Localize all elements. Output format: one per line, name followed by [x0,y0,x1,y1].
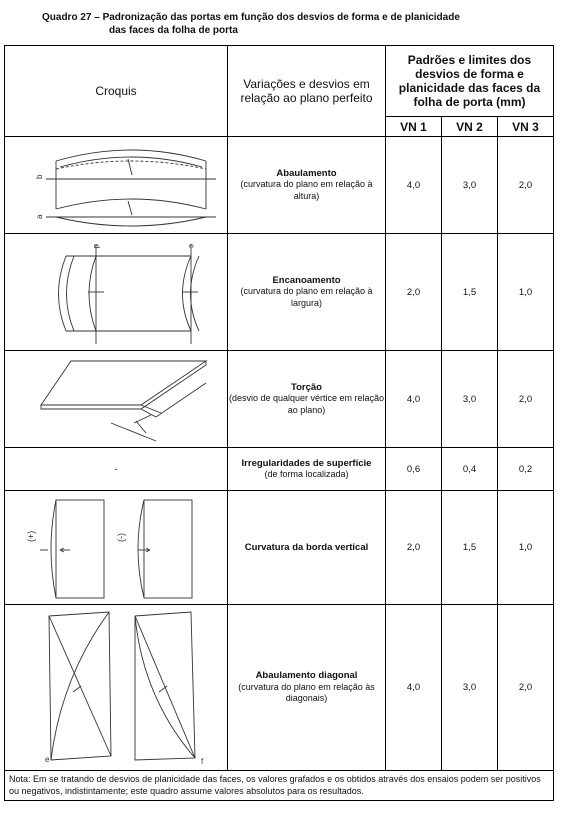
standards-table [4,45,554,801]
header-vn1: VN 1 [386,117,442,137]
variation-title: Torção [291,381,322,393]
variation-title: Abaulamento [276,167,337,179]
value-vn2: 1,5 [442,234,498,351]
caption-line-1: Quadro 27 – Padronização das portas em função dos desvios de forma e de planicidade [42,12,460,23]
value-vn1: 0,6 [386,448,442,491]
sketch-label-plus: (+) [26,530,36,542]
value-vn3: 2,0 [498,351,554,448]
variation-detail: (de forma localizada) [264,469,349,479]
value-vn1: 4,0 [386,605,442,771]
variation-detail: (desvio de qualquer vértice em relação ao plano) [228,393,385,415]
sketch-label-minus: (-) [116,532,126,542]
variation-title: Curvatura da borda vertical [244,541,369,553]
sketch-curvatura-borda [5,491,228,605]
value-vn1: 2,0 [386,234,442,351]
desc-cell [228,234,386,351]
variation-title: Irregularidades de superfície [241,457,372,469]
sketch-label-b: b [35,174,44,179]
value-vn2: 0,4 [442,448,498,491]
sketch-label-e: e [45,754,50,764]
value-vn3: 2,0 [498,605,554,771]
table-row [5,448,554,491]
sketch-label-f: f [201,756,204,766]
variation-detail: (curvatura do plano em relação à altura) [240,179,373,201]
value-vn3: 1,0 [498,234,554,351]
desc-cell [228,605,386,771]
header-vn2: VN 2 [442,117,498,137]
desc-cell [228,448,386,491]
variation-detail: (curvatura do plano em relação à largura) [240,286,373,308]
value-vn2: 3,0 [442,351,498,448]
sketch-label-c: c [187,244,196,248]
variation-title: Abaulamento diagonal [255,670,358,682]
value-vn3: 1,0 [498,491,554,605]
value-vn3: 2,0 [498,137,554,234]
desc-cell [228,137,386,234]
sketch-abaulamento [5,137,228,234]
value-vn2: 3,0 [442,137,498,234]
table-row [5,605,554,771]
header-padroes: Padrões e limites dos desvios de forma e planicidade das faces da folha de porta (mm) [386,46,554,117]
desc-cell [228,351,386,448]
sketch-torcao [5,351,228,448]
value-vn3: 0,2 [498,448,554,491]
sketch-abaulamento-diagonal [5,605,228,771]
table-caption [42,11,460,37]
sketch-label-d: d [92,244,101,249]
value-vn2: 3,0 [442,605,498,771]
value-vn1: 4,0 [386,351,442,448]
table-row [5,234,554,351]
croqui-dash: - [5,448,228,491]
sketch-encanoamento [5,234,228,351]
value-vn2: 1,5 [442,491,498,605]
header-variacoes: Variações e desvios em relação ao plano perfeito [228,46,386,137]
header-croquis: Croquis [5,46,228,137]
sketch-label-a: a [35,214,44,219]
value-vn1: 2,0 [386,491,442,605]
desc-cell [228,491,386,605]
caption-line-2: das faces da folha de porta [109,25,238,36]
table-row [5,491,554,605]
variation-title: Encanoamento [272,274,341,286]
variation-detail: (curvatura do plano em relação às diagonais) [238,681,375,704]
value-vn1: 4,0 [386,137,442,234]
table-row [5,351,554,448]
table-row [5,137,554,234]
header-vn3: VN 3 [498,117,554,137]
table-note: Nota: Em se tratando de desvios de planicidade das faces, os valores grafados e os obtidos através dos ensaios podem ser positivos ou negativos, indistintamente; este quadro assume valores absolutos para os resultados. [5,771,554,801]
